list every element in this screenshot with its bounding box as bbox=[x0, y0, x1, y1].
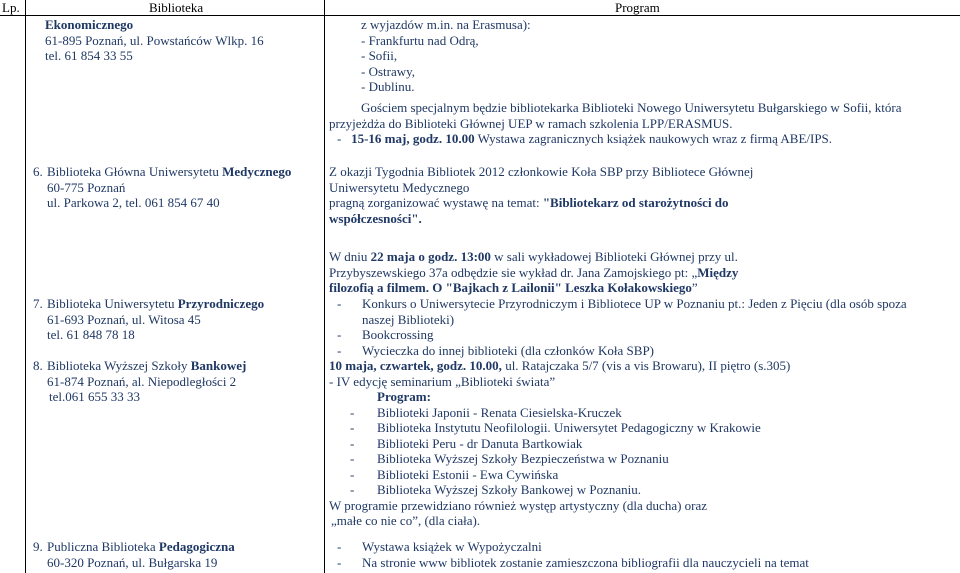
header-lp: Lp. bbox=[2, 0, 20, 15]
row6-name-bold: Medycznego bbox=[222, 164, 292, 179]
list-item: - Bookcrossing bbox=[337, 327, 434, 342]
row8-program-item: Biblioteka Wyższej Szkoły Bankowej w Poznaniu. bbox=[377, 482, 641, 497]
row6-p2-text: w sali wykładowej Biblioteki Głównej przy ul. bbox=[490, 249, 738, 264]
row7-library-name bbox=[47, 296, 337, 312]
row7-item-text: naszej Biblioteki) bbox=[362, 311, 455, 327]
row7-item-text: Wycieczka do innej biblioteki (dla członków Koła SBP) bbox=[362, 342, 655, 358]
row6-p2 bbox=[329, 249, 957, 265]
row6-p1-text: pragną zorganizować wystawę na temat: bbox=[329, 195, 543, 210]
row8-program-label: Program: bbox=[377, 389, 431, 404]
row5-city: - Sofii, bbox=[361, 48, 398, 63]
row6-p2-text: Przybyszewskiego 37a odbędzie sie wykład dr. Jana Zamojskiego pt: „ bbox=[329, 264, 698, 280]
row9-library bbox=[47, 539, 337, 570]
row6-number: 6. bbox=[33, 164, 43, 179]
table-header bbox=[0, 0, 960, 16]
header-divider bbox=[0, 15, 960, 16]
list-item: - Na stronie www bibliotek zostanie zamieszczona bibliografii dla nauczycieli na temat bbox=[337, 554, 809, 570]
row8-name-text: Biblioteka Wyższej Szkoły bbox=[47, 358, 191, 373]
row7-number: 7. bbox=[33, 296, 43, 311]
row6-p1: współczesności". bbox=[329, 210, 422, 226]
list-item: - Wystawa książek w Wypożyczalni bbox=[337, 539, 542, 554]
row5-library-line: Ekonomicznego bbox=[45, 17, 134, 32]
list-item: - Biblioteka Wyższej Szkoły Bezpieczeństwa w Poznaniu bbox=[350, 451, 669, 466]
row9-library-name bbox=[47, 539, 337, 555]
row8-date bbox=[329, 358, 957, 374]
row6-p2-quote: ” bbox=[691, 280, 698, 295]
column-divider-lp bbox=[25, 0, 26, 573]
row7-name-text: Biblioteka Uniwersytetu bbox=[47, 296, 178, 311]
row9-program bbox=[329, 539, 957, 570]
row6-library-name bbox=[47, 164, 337, 180]
list-item: - Konkurs o Uniwersytecie Przyrodniczym i Bibliotece UP w Poznaniu pt.: Jeden z Pięciu (dla osób spoza bbox=[337, 296, 907, 311]
list-item: - Wycieczka do innej biblioteki (dla członków Koła SBP) bbox=[337, 342, 655, 358]
row7-address: tel. 61 848 78 18 bbox=[47, 327, 135, 342]
row8-note: W programie przewidziano również występ artystyczny (dla ducha) oraz bbox=[329, 497, 708, 513]
row9-number: 9. bbox=[33, 539, 43, 554]
row5-city: - Frankfurtu nad Odrą, bbox=[361, 32, 479, 48]
row8-note: „małe co nie co”, (dla ciała). bbox=[331, 513, 481, 528]
row7-library bbox=[47, 296, 337, 343]
row5-guest-line: przyjeżdża do Biblioteki Głównej UEP w ramach szkolenia LPP/ERASMUS. bbox=[329, 115, 733, 131]
header-program: Program bbox=[615, 0, 660, 15]
row8-address: tel.061 655 33 33 bbox=[49, 389, 140, 404]
row8-program-item: Biblioteka Wyższej Szkoły Bezpieczeństwa w Poznaniu bbox=[377, 451, 669, 466]
row8-program-item: Biblioteki Peru - dr Danuta Bartkowiak bbox=[377, 435, 583, 451]
row6-p2-text: W dniu bbox=[329, 249, 371, 264]
row9-item-text: Wystawa książek w Wypożyczalni bbox=[362, 539, 542, 554]
row8-library-name bbox=[47, 358, 337, 374]
list-item: - Biblioteka Instytutu Neofilologii. Uniwersytet Pedagogiczny w Krakowie bbox=[350, 420, 761, 435]
list-item: - Biblioteki Peru - dr Danuta Bartkowiak bbox=[350, 435, 583, 451]
row6-address: ul. Parkowa 2, tel. 061 854 67 40 bbox=[47, 195, 220, 210]
header-biblioteka: Biblioteka bbox=[149, 0, 204, 15]
row6-address: 60-775 Poznań bbox=[47, 179, 126, 195]
list-item: - Biblioteka Wyższej Szkoły Bankowej w Poznaniu. bbox=[350, 482, 641, 497]
row6-p2 bbox=[329, 265, 957, 281]
row6-library bbox=[47, 164, 337, 211]
row8-address: 61-874 Poznań, al. Niepodległości 2 bbox=[47, 373, 237, 389]
row7-program bbox=[329, 296, 957, 358]
row8-seminar: - IV edycję seminarium „Biblioteki świata” bbox=[329, 373, 556, 389]
row5-city: - Dublinu. bbox=[361, 79, 415, 94]
row5-program bbox=[361, 17, 960, 95]
row9-name-bold: Pedagogiczna bbox=[158, 539, 235, 554]
row5-exhibit bbox=[329, 131, 957, 147]
row5-exhibit-text: Wystawa zagranicznych książek naukowych wraz z firmą ABE/IPS. bbox=[474, 131, 833, 146]
row6-p1: Uniwersytetu Medycznego bbox=[329, 179, 470, 195]
row6-name-text: Biblioteka Główna Uniwersytetu bbox=[47, 164, 223, 179]
row6-p2 bbox=[329, 280, 957, 296]
row8-program bbox=[329, 358, 957, 529]
row9-item-text: Na stronie www bibliotek zostanie zamieszczona bibliografii dla nauczycieli na temat bbox=[362, 554, 809, 570]
row8-library bbox=[47, 358, 337, 405]
list-item: - Biblioteki Japonii - Renata Ciesielska-Kruczek bbox=[350, 404, 622, 420]
row5-exhibit-dash: - bbox=[337, 131, 342, 146]
row9-name-text: Publiczna Biblioteka bbox=[47, 539, 159, 554]
row5-guest bbox=[329, 100, 957, 147]
row5-intro: z wyjazdów m.in. na Erasmusa): bbox=[361, 17, 531, 32]
row8-name-bold: Bankowej bbox=[190, 358, 247, 373]
row5-library-line: tel. 61 854 33 55 bbox=[45, 48, 133, 63]
row6-p2-date: 22 maja o godz. 13:00 bbox=[370, 249, 491, 264]
row7-address: 61-693 Poznań, ul. Witosa 45 bbox=[47, 311, 201, 327]
row7-item-text: Konkurs o Uniwersytecie Przyrodniczym i Bibliotece UP w Poznaniu pt.: Jeden z Pięciu (dla osób spoza bbox=[362, 296, 907, 311]
row6-p1-bold: "Bibliotekarz od starożytności do bbox=[542, 195, 729, 210]
row5-library bbox=[45, 17, 335, 64]
row6-p2-title: filozofią a filmem. O "Bajkach z Lailonii" Leszka Kołakowskiego bbox=[329, 280, 692, 295]
row6-p2-title: Między bbox=[697, 264, 739, 280]
row8-date-bold: 10 maja, czwartek, godz. 10.00, bbox=[329, 358, 502, 373]
row5-guest-line: Gościem specjalnym będzie bibliotekarka Biblioteki Nowego Uniwersytetu Bułgarskiego w Sofii, która bbox=[361, 100, 902, 115]
row8-program-item: Biblioteka Instytutu Neofilologii. Uniwersytet Pedagogiczny w Krakowie bbox=[377, 420, 761, 435]
row7-item-text: Bookcrossing bbox=[362, 327, 434, 342]
row8-program-item: Biblioteki Estonii - Ewa Cywińska bbox=[377, 466, 559, 482]
row5-exhibit-date: 15-16 maj, godz. 10.00 bbox=[351, 131, 475, 146]
list-item: - Biblioteki Estonii - Ewa Cywińska bbox=[350, 466, 559, 482]
row6-p1: Z okazji Tygodnia Bibliotek 2012 członkowie Koła SBP przy Bibliotece Głównej bbox=[329, 164, 754, 179]
row8-date-text: ul. Ratajczaka 5/7 (vis a vis Browaru), II piętro (s.305) bbox=[501, 358, 791, 373]
row9-address: 60-320 Poznań, ul. Bułgarska 19 bbox=[47, 554, 218, 570]
row8-program-item: Biblioteki Japonii - Renata Ciesielska-Kruczek bbox=[377, 404, 622, 420]
list-item-cont bbox=[329, 312, 957, 328]
row6-lecture bbox=[329, 249, 957, 296]
row5-city: - Ostrawy, bbox=[361, 63, 416, 79]
column-divider-program bbox=[324, 0, 325, 573]
row6-p1 bbox=[329, 195, 957, 211]
row7-name-bold: Przyrodniczego bbox=[177, 296, 265, 311]
row5-library-line: 61-895 Poznań, ul. Powstańców Wlkp. 16 bbox=[45, 32, 264, 48]
row8-number: 8. bbox=[33, 358, 43, 373]
row6-program bbox=[329, 164, 957, 226]
